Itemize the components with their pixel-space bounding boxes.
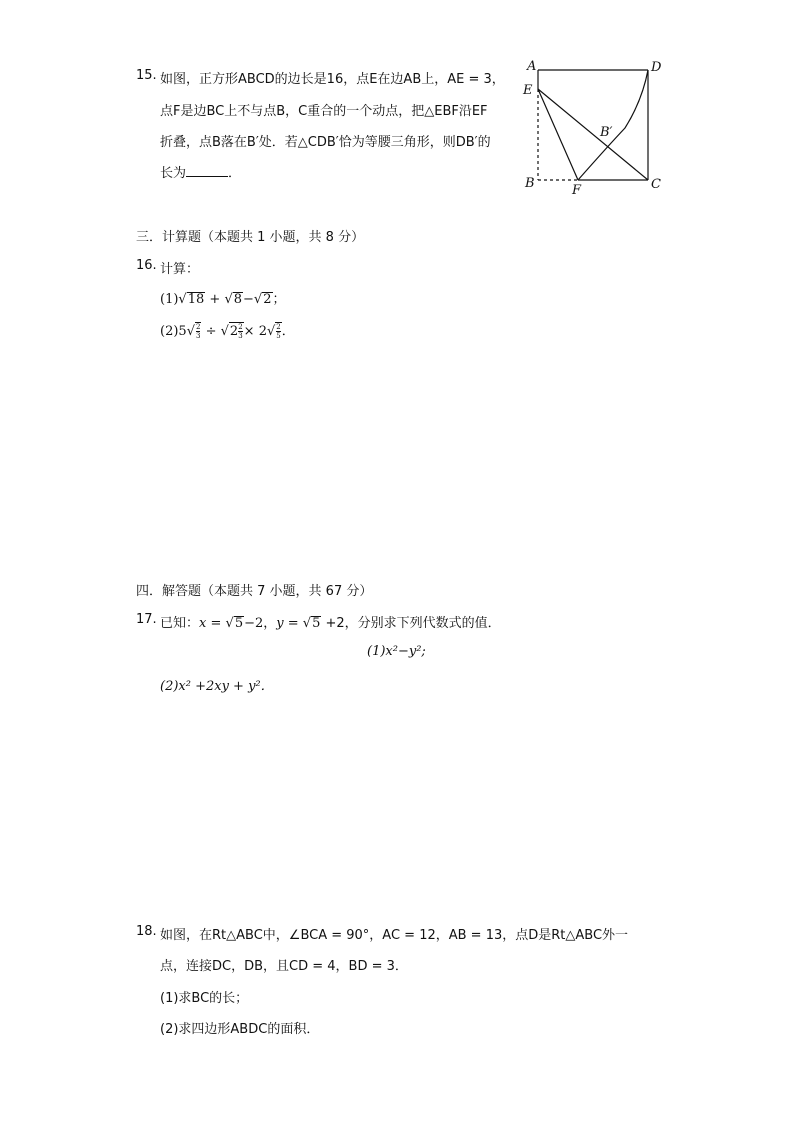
fraction-2-3-b: $\frac{2}{3}$ [238, 323, 243, 340]
label-d: D [651, 60, 662, 75]
q15-number: 15. [136, 68, 157, 83]
label-e: E [523, 83, 533, 98]
q17-part-2: (2)x² +2xy + y²． [160, 679, 274, 694]
segment-ec [538, 89, 648, 180]
radicand-18: 18 [187, 292, 205, 307]
label-a: A [527, 59, 537, 74]
q18-part-1: (1)求BC的长； [160, 991, 249, 1006]
q15-line-3: 折叠，点B落在B′处．若△CDB′恰为等腰三角形，则DB′的 [160, 135, 491, 150]
hidden-aux [538, 89, 625, 128]
mixed-int: 2 [229, 324, 239, 339]
q17-part-1: (1)x²−y²; [367, 644, 426, 659]
q16-part-2-end: ． [281, 324, 295, 339]
q16-part-2-label: (2)5 [160, 324, 187, 339]
q18-number: 18. [136, 924, 157, 939]
section-3-title: 三．计算题（本题共 1 小题，共 8 分） [136, 230, 365, 245]
q15-line-4-end: ． [228, 166, 242, 181]
radicand-8: 8 [233, 292, 243, 307]
segment-fbp-bpd [578, 70, 648, 180]
fraction-2-3-a: $\frac{2}{3}$ [195, 323, 201, 340]
fold-line-ef [538, 89, 578, 180]
op-divide: ÷ [201, 324, 221, 339]
y-radicand: 5 [312, 616, 321, 631]
q17-stem-prefix: 已知： [160, 616, 200, 631]
q18-line-1: 如图，在Rt△ABC中，∠BCA = 90°，AC = 12，AB = 13，点D是Rt△ABC外一 [160, 928, 629, 943]
square-folding-figure [518, 56, 668, 201]
radicand-2: 2 [263, 292, 272, 307]
q16-part-1-label: (1) [160, 292, 179, 307]
label-b: B [525, 176, 535, 191]
q15-line-1: 如图，正方形ABCD的边长是16，点E在边AB上，AE = 3， [160, 72, 505, 87]
q16-stem: 计算： [160, 262, 200, 277]
q16-part-1-end: ； [272, 292, 286, 307]
answer-blank [186, 176, 228, 177]
q17-stem: 已知：x = √5−2，y = √5 +2，分别求下列代数式的值． [160, 616, 501, 631]
q15-line-4 [160, 162, 241, 181]
x-eq: x = [199, 616, 226, 631]
q17-number: 17. [136, 612, 157, 627]
fraction-2-5: $\frac{2}{5}$ [276, 323, 281, 340]
q16-number: 16. [136, 258, 157, 273]
q15-line-4-text: 长为 [160, 166, 187, 181]
y-tail: +2，分别求下列代数式的值． [321, 616, 501, 631]
op-plus: + [205, 292, 225, 307]
q18-line-2: 点，连接DC，DB，且CD = 4，BD = 3． [160, 959, 408, 974]
section-4-title: 四．解答题（本题共 7 小题，共 67 分） [136, 584, 373, 599]
y-eq: y = [276, 616, 303, 631]
label-b-prime: B′ [600, 125, 613, 140]
label-f: F [572, 183, 582, 198]
op-times: × 2 [243, 324, 267, 339]
q18-part-2: (2)求四边形ABDC的面积． [160, 1022, 320, 1037]
q15-line-2: 点F是边BC上不与点B，C重合的一个动点，把△EBF沿EF [160, 104, 488, 119]
op-minus: − [243, 292, 254, 307]
q16-part-2: (2)5√ $\frac{2}{3}$ ÷ √2 $\frac{2}{3}$ × 2√ $\frac{2}{5}$ ． [160, 323, 295, 340]
label-c: C [651, 177, 661, 192]
x-radicand: 5 [234, 616, 244, 631]
x-tail: −2， [244, 616, 277, 631]
q16-part-1: (1)√18 + √8−√2； [160, 292, 286, 307]
